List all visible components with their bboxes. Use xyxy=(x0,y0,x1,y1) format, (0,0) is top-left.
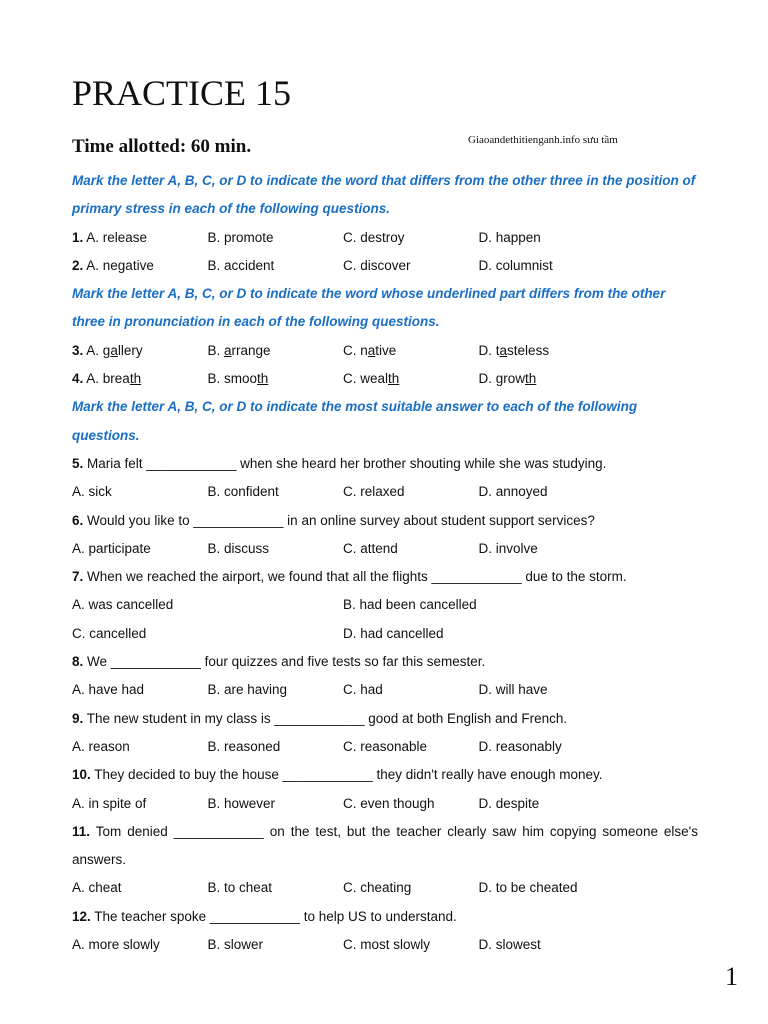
option-b: B. discuss xyxy=(207,540,270,556)
question-2 xyxy=(72,252,698,280)
instruction-stress: Mark the letter A, B, C, or D to indicate the word that differs from the other three in the position of primary stress in each of the following questions. xyxy=(72,173,696,217)
option-b: B. however xyxy=(207,795,276,811)
option-b: B. accident xyxy=(207,257,275,273)
question-text: 7. When we reached the airport, we found that all the flights ____________ due to the storm. xyxy=(72,569,627,585)
option-c: C. cheating xyxy=(343,880,412,896)
option-c: C. had xyxy=(343,682,383,698)
question-number: 11. xyxy=(72,823,91,839)
option-a: A. cheat xyxy=(72,880,122,896)
question-4 xyxy=(72,365,698,393)
question-number: 7. xyxy=(72,569,84,585)
option-b: B. reasoned xyxy=(207,738,281,754)
option-d: D. despite xyxy=(478,795,540,811)
instruction-pronunciation: Mark the letter A, B, C, or D to indicate the word whose underlined part differs from the other three in pronunciation in each of the following questions. xyxy=(72,286,666,330)
option-c: C. destroy xyxy=(343,229,405,245)
question-text: 8. We ____________ four quizzes and five tests so far this semester. xyxy=(72,654,486,670)
option-d: D. growth xyxy=(478,371,537,387)
option-a: 3. A. gallery xyxy=(72,342,143,358)
option-a: A. have had xyxy=(72,682,145,698)
question-number: 4. xyxy=(72,371,84,387)
option-a: 4. A. breath xyxy=(72,371,142,387)
option-c: C. reasonable xyxy=(343,738,428,754)
option-d: D. slowest xyxy=(478,937,541,953)
exam-content xyxy=(72,167,698,959)
option-b: B. had been cancelled xyxy=(343,597,477,613)
question-number: 2. xyxy=(72,257,84,273)
question-text: 10. They decided to buy the house ____________ they didn't really have enough money. xyxy=(72,767,603,783)
option-d: D. columnist xyxy=(478,257,553,273)
page-number: 1 xyxy=(725,962,738,991)
question-11 xyxy=(72,818,698,903)
question-text: 9. The new student in my class is ____________ good at both English and French. xyxy=(72,710,568,726)
option-c: C. relaxed xyxy=(343,484,405,500)
question-number: 1. xyxy=(72,229,84,245)
option-d: D. involve xyxy=(478,540,538,556)
question-text: 6. Would you like to ____________ in an online survey about student support services? xyxy=(72,512,595,528)
option-c: C. even though xyxy=(343,795,435,811)
question-text: 12. The teacher spoke ____________ to help US to understand. xyxy=(72,908,457,924)
question-text: 11. Tom denied ____________ on the test, but the teacher clearly saw him copying someone else's answers. xyxy=(72,823,699,868)
time-allotted: Time allotted: 60 min. xyxy=(72,136,252,157)
question-number: 3. xyxy=(72,342,84,358)
option-c: C. wealth xyxy=(343,371,400,387)
option-c: C. attend xyxy=(343,540,398,556)
question-10 xyxy=(72,761,698,818)
option-c: C. cancelled xyxy=(72,625,147,641)
option-a: A. reason xyxy=(72,738,130,754)
question-number: 5. xyxy=(72,455,84,471)
question-number: 10. xyxy=(72,767,91,783)
option-c: C. discover xyxy=(343,257,411,273)
question-number: 12. xyxy=(72,908,91,924)
question-12 xyxy=(72,903,698,960)
option-b: B. are having xyxy=(207,682,288,698)
option-c: C. most slowly xyxy=(343,937,431,953)
option-a: A. participate xyxy=(72,540,151,556)
option-b: B. to cheat xyxy=(207,880,273,896)
question-text: 5. Maria felt ____________ when she heard her brother shouting while she was studying. xyxy=(72,455,607,471)
question-6 xyxy=(72,507,698,564)
option-b: B. confident xyxy=(207,484,279,500)
option-a: A. sick xyxy=(72,484,112,500)
instruction-best-answer: Mark the letter A, B, C, or D to indicate the most suitable answer to each of the following questions. xyxy=(72,399,638,443)
option-a: 1. A. release xyxy=(72,229,148,245)
option-a: A. more slowly xyxy=(72,937,160,953)
option-b: B. slower xyxy=(207,937,264,953)
option-a: 2. A. negative xyxy=(72,257,154,273)
option-a: A. was cancelled xyxy=(72,597,174,613)
option-c: C. native xyxy=(343,342,397,358)
source-credit: Giaoandethitienganh.info sưu tầm xyxy=(468,134,618,146)
option-b: B. promote xyxy=(207,229,274,245)
option-d: D. annoyed xyxy=(478,484,548,500)
option-d: D. had cancelled xyxy=(343,625,444,641)
question-9 xyxy=(72,705,698,762)
option-b: B. arrange xyxy=(207,342,271,358)
option-d: D. will have xyxy=(478,682,548,698)
question-number: 9. xyxy=(72,710,84,726)
option-d: D. to be cheated xyxy=(478,880,578,896)
page-title: PRACTICE 15 xyxy=(72,73,292,113)
option-d: D. happen xyxy=(478,229,541,245)
question-7 xyxy=(72,563,698,648)
question-8 xyxy=(72,648,698,705)
question-5 xyxy=(72,450,698,507)
question-number: 8. xyxy=(72,654,84,670)
question-3 xyxy=(72,337,698,365)
option-d: D. tasteless xyxy=(478,342,550,358)
option-a: A. in spite of xyxy=(72,795,147,811)
option-d: D. reasonably xyxy=(478,738,562,754)
question-number: 6. xyxy=(72,512,84,528)
option-b: B. smooth xyxy=(207,371,269,387)
question-1 xyxy=(72,224,698,252)
